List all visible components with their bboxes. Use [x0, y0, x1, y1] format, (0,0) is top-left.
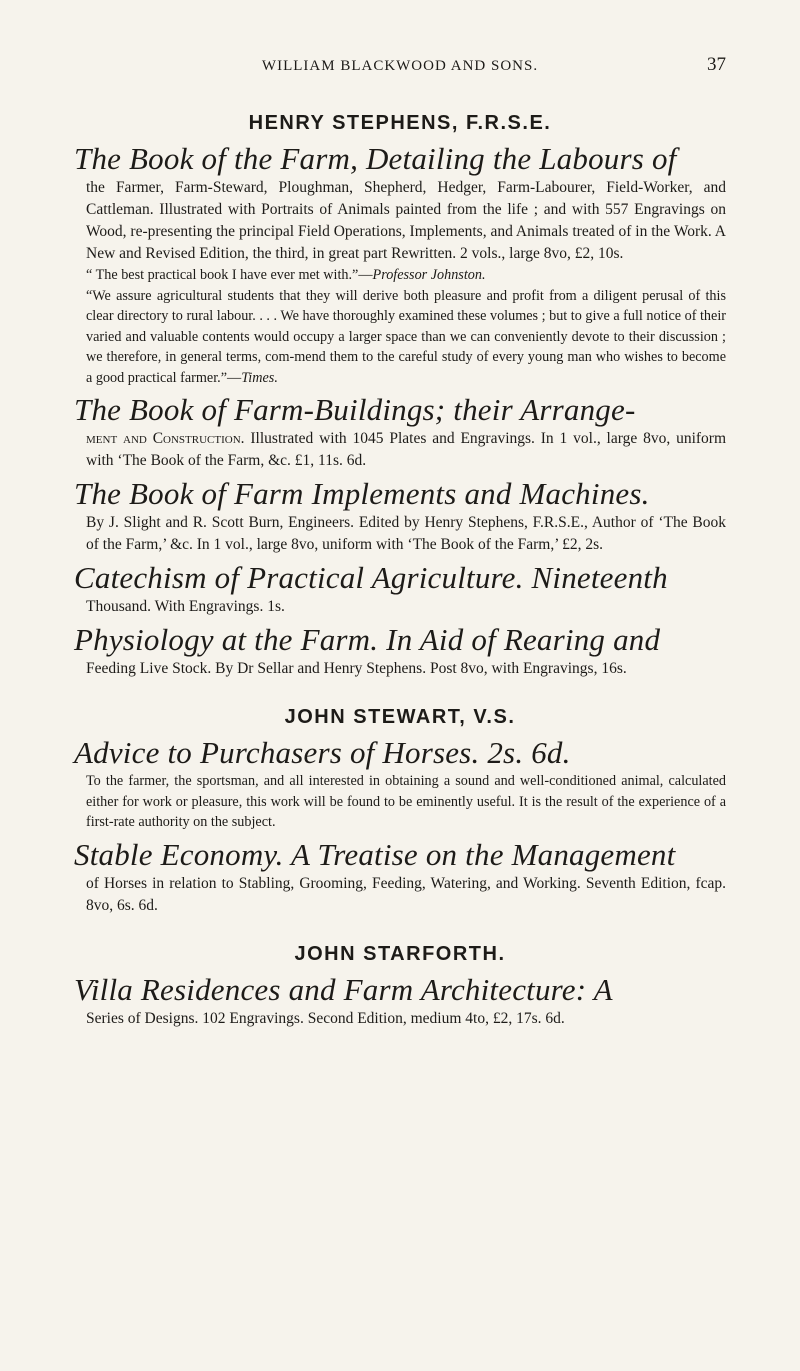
book-title: The Book of the Farm, Detailing the Labours of	[74, 141, 677, 176]
book-title: The Book of Farm-Buildings; their Arrange-	[74, 392, 636, 427]
book-title: Catechism of Practical Agriculture. Nineteenth	[74, 560, 668, 595]
book-description-text: Illustrated with 1045 Plates and Engravings. In 1 vol., large 8vo, uniform with ‘The Book of the Farm, &c. £1, 11s. 6d.	[86, 430, 727, 469]
book-entry-advice-horses	[74, 735, 726, 833]
quote-source: Professor Johnston.	[372, 267, 486, 283]
review-quote	[86, 286, 726, 389]
author-heading-starforth: JOHN STARFORTH.	[294, 942, 506, 965]
running-head: WILLIAM BLACKWOOD AND SONS.	[261, 58, 539, 74]
book-title: Physiology at the Farm. In Aid of Rearing and	[74, 622, 661, 657]
author-heading-stewart: JOHN STEWART, V.S.	[284, 706, 516, 728]
book-entry-catechism	[74, 560, 726, 618]
book-entry-farm-implements	[74, 476, 726, 556]
book-entry-stable-economy	[74, 837, 726, 917]
book-title-continuation: ment and Construction.	[86, 430, 245, 447]
book-description: By J. Slight and R. Scott Burn, Engineers. Edited by Henry Stephens, F.R.S.E., Author of ‘The Book of the Farm,’ &c. In 1 vol., large 8vo, uniform with ‘The Book of the Farm,’ £2, 2s.	[86, 514, 726, 553]
book-title: Villa Residences and Farm Architecture: A	[74, 971, 613, 1007]
book-entry-physiology	[74, 622, 726, 680]
book-description: the Farmer, Farm-Steward, Ploughman, Shepherd, Hedger, Farm-Labourer, Field-Worker, and Cattleman. Illustrated with Portraits of Animals painted from the life ; and with 557 Engravings on Wood, re-presenting the principal Field Operations, Implements, and Animals treated of in the Work. A New and Revised Edition, the third, in great part Rewritten. 2 vols., large 8vo, £2, 10s.	[86, 179, 726, 262]
book-description	[86, 428, 726, 472]
page-content	[74, 112, 726, 1034]
book-entry-villa-residences	[74, 972, 726, 1030]
author-heading-stephens: HENRY STEPHENS, F.R.S.E.	[248, 112, 552, 134]
book-description: Thousand. With Engravings. 1s.	[86, 598, 285, 615]
book-description: Series of Designs. 102 Engravings. Second Edition, medium 4to, £2, 17s. 6d.	[86, 1009, 565, 1027]
review-quote	[86, 265, 726, 286]
quote-text: “ The best practical book I have ever met with.”—	[86, 267, 373, 283]
page-number: 37	[707, 54, 726, 75]
book-description: To the farmer, the sportsman, and all interested in obtaining a sound and well-conditioned animal, calculated either for work or pleasure, this work will be found to be eminently useful. It is the result of the experience of a first-rate authority on the subject.	[86, 773, 726, 830]
book-title: Stable Economy. A Treatise on the Management	[74, 836, 676, 872]
quote-text: “We assure agricultural students that they will derive both pleasure and profit from a diligent perusal of this clear directory to rural labour. . . . We have thoroughly examined these volumes ; but to give a full notice of their varied and valuable contents would occupy a larger space than we can conveniently devote to their discussion ; we therefore, in general terms, com-mend them to the careful study of every young man who wishes to become a good practical farmer.”—	[86, 287, 726, 386]
book-entry-farm-buildings	[74, 392, 726, 472]
book-description: of Horses in relation to Stabling, Grooming, Feeding, Watering, and Working. Seventh Edition, fcap. 8vo, 6s. 6d.	[86, 874, 726, 914]
book-entry-book-of-the-farm	[74, 141, 726, 388]
quote-source: Times.	[241, 369, 278, 386]
book-title: The Book of Farm Implements and Machines.	[74, 476, 650, 511]
book-description: Feeding Live Stock. By Dr Sellar and Henry Stephens. Post 8vo, with Engravings, 16s.	[86, 660, 627, 677]
book-title: Advice to Purchasers of Horses. 2s. 6d.	[74, 735, 571, 770]
